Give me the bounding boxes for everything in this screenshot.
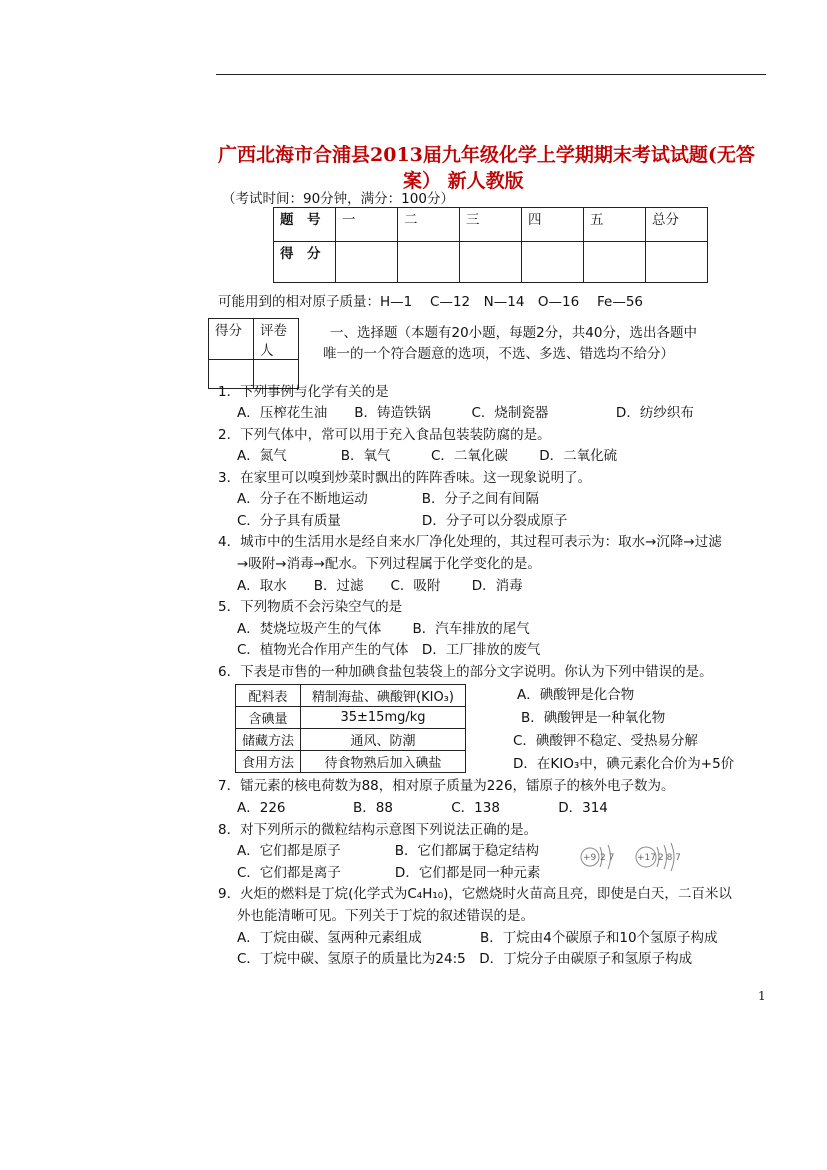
grader-name-label: 评卷人 xyxy=(254,319,299,360)
question-2-stem: 2．下列气体中，常可以用于充入食品包装装防腐的是。 xyxy=(218,427,551,443)
salt-table-value: 通风、防潮 xyxy=(301,729,466,751)
question-8-options-2: C．它们都是离子 D．它们都是同一种元素 xyxy=(237,865,541,881)
score-cell xyxy=(584,242,646,283)
header-rule xyxy=(216,74,766,75)
question-3-options-2: C．分子具有质量 D．分子可以分裂成原子 xyxy=(237,513,568,529)
question-5-options-1: A．焚烧垃圾产生的气体 B．汽车排放的尾气 xyxy=(237,621,530,637)
score-col-2: 二 xyxy=(398,208,460,242)
salt-table-key: 储藏方法 xyxy=(236,729,301,751)
section-instructions-line2: 唯一的一个符合题意的选项，不选、多选、错选均不给分） xyxy=(323,346,674,362)
question-6-option-c: C．碘酸钾不稳定、受热易分解 xyxy=(513,733,698,749)
score-cell xyxy=(398,242,460,283)
nucleus-2-electrons: 2 8 7 xyxy=(658,853,681,863)
nucleus-2-charge: +17 xyxy=(637,853,656,863)
question-8-stem: 8．对下列所示的微粒结构示意图下列说法正确的是。 xyxy=(218,822,538,838)
page-number: 1 xyxy=(758,989,766,1003)
question-6-option-b: B．碘酸钾是一种氧化物 xyxy=(521,710,666,726)
exam-info: （考试时间：90分钟，满分：100分） xyxy=(222,191,454,207)
grader-score-label: 得分 xyxy=(209,319,254,360)
question-5-options-2: C．植物光合作用产生的气体 D．工厂排放的废气 xyxy=(237,642,541,658)
score-col-3: 三 xyxy=(460,208,522,242)
atomic-masses: 可能用到的相对原子质量：H—1 C—12 N—14 O—16 Fe—56 xyxy=(218,294,644,310)
document-title-line2: 案） 新人教版 xyxy=(403,170,524,192)
score-cell xyxy=(522,242,584,283)
score-row-label: 得 分 xyxy=(274,242,336,283)
score-col-4: 四 xyxy=(522,208,584,242)
score-col-total: 总分 xyxy=(646,208,708,242)
score-col-1: 一 xyxy=(336,208,398,242)
section-instructions-line1: 一、选择题（本题有20小题，每题2分，共40分，选出各题中 xyxy=(330,325,697,341)
question-4-stem-1: 4．城市中的生活用水是经自来水厂净化处理的，其过程可表示为：取水→沉降→过滤 xyxy=(218,534,722,550)
question-9-stem-1: 9．火炬的燃料是丁烷(化学式为C₄H₁₀)，它燃烧时火苗高且亮，即使是白天，二百米以 xyxy=(218,886,732,902)
question-4-stem-2: →吸附→消毒→配水。下列过程属于化学变化的是。 xyxy=(237,556,541,572)
document-title-line1: 广西北海市合浦县2013届九年级化学上学期期末考试试题(无答 xyxy=(218,144,755,166)
question-7-stem: 7．镭元素的核电荷数为88，相对原子质量为226，镭原子的核外电子数为。 xyxy=(218,778,675,794)
question-1-stem: 1．下列事例与化学有关的是 xyxy=(218,384,389,400)
question-1-options: A．压榨花生油 B．铸造铁锅 C．烧制瓷器 D．纺纱织布 xyxy=(237,405,694,421)
question-3-stem: 3．在家里可以嗅到炒菜时飘出的阵阵香味。这一现象说明了。 xyxy=(218,470,592,486)
question-4-options: A．取水 B．过滤 C．吸附 D．消毒 xyxy=(237,578,523,594)
grader-table xyxy=(208,318,299,389)
score-table xyxy=(273,207,708,283)
salt-table-value: 精制海盐、碘酸钾(KIO₃) xyxy=(301,685,466,707)
question-6-option-d: D．在KIO₃中，碘元素化合价为+5价 xyxy=(513,756,735,772)
salt-table-value: 35±15mg/kg xyxy=(301,707,466,729)
question-7-options: A．226 B．88 C．138 D．314 xyxy=(237,800,608,816)
salt-table-key: 食用方法 xyxy=(236,751,301,773)
question-6-stem: 6．下表是市售的一种加碘食盐包装袋上的部分文字说明。你认为下列中错误的是。 xyxy=(218,664,713,680)
question-9-options-1: A．丁烷由碳、氢两种元素组成 B．丁烷由4个碳原子和10个氢原子构成 xyxy=(237,930,718,946)
nucleus-1-electrons: 2 7 xyxy=(600,853,615,863)
salt-table-value: 待食物熟后加入碘盐 xyxy=(301,751,466,773)
question-9-stem-2: 外也能清晰可见。下列关于丁烷的叙述错误的是。 xyxy=(237,908,534,924)
salt-table-key: 含碘量 xyxy=(236,707,301,729)
question-5-stem: 5．下列物质不会污染空气的是 xyxy=(218,599,403,615)
score-header-label: 题 号 xyxy=(274,208,336,242)
particle-structure-diagram xyxy=(578,840,688,874)
question-6-option-a: A．碘酸钾是化合物 xyxy=(517,687,635,703)
salt-table-key: 配料表 xyxy=(236,685,301,707)
question-9-options-2: C．丁烷中碳、氢原子的质量比为24:5 D．丁烷分子由碳原子和氢原子构成 xyxy=(237,951,693,967)
score-cell xyxy=(336,242,398,283)
score-cell xyxy=(460,242,522,283)
question-3-options-1: A．分子在不断地运动 B．分子之间有间隔 xyxy=(237,491,539,507)
question-2-options: A．氮气 B．氧气 C．二氧化碳 D．二氧化硫 xyxy=(237,448,618,464)
score-col-5: 五 xyxy=(584,208,646,242)
nucleus-1-charge: +9 xyxy=(583,853,597,863)
question-8-options-1: A．它们都是原子 B．它们都属于稳定结构 xyxy=(237,843,539,859)
salt-label-table xyxy=(235,684,466,773)
score-cell xyxy=(646,242,708,283)
